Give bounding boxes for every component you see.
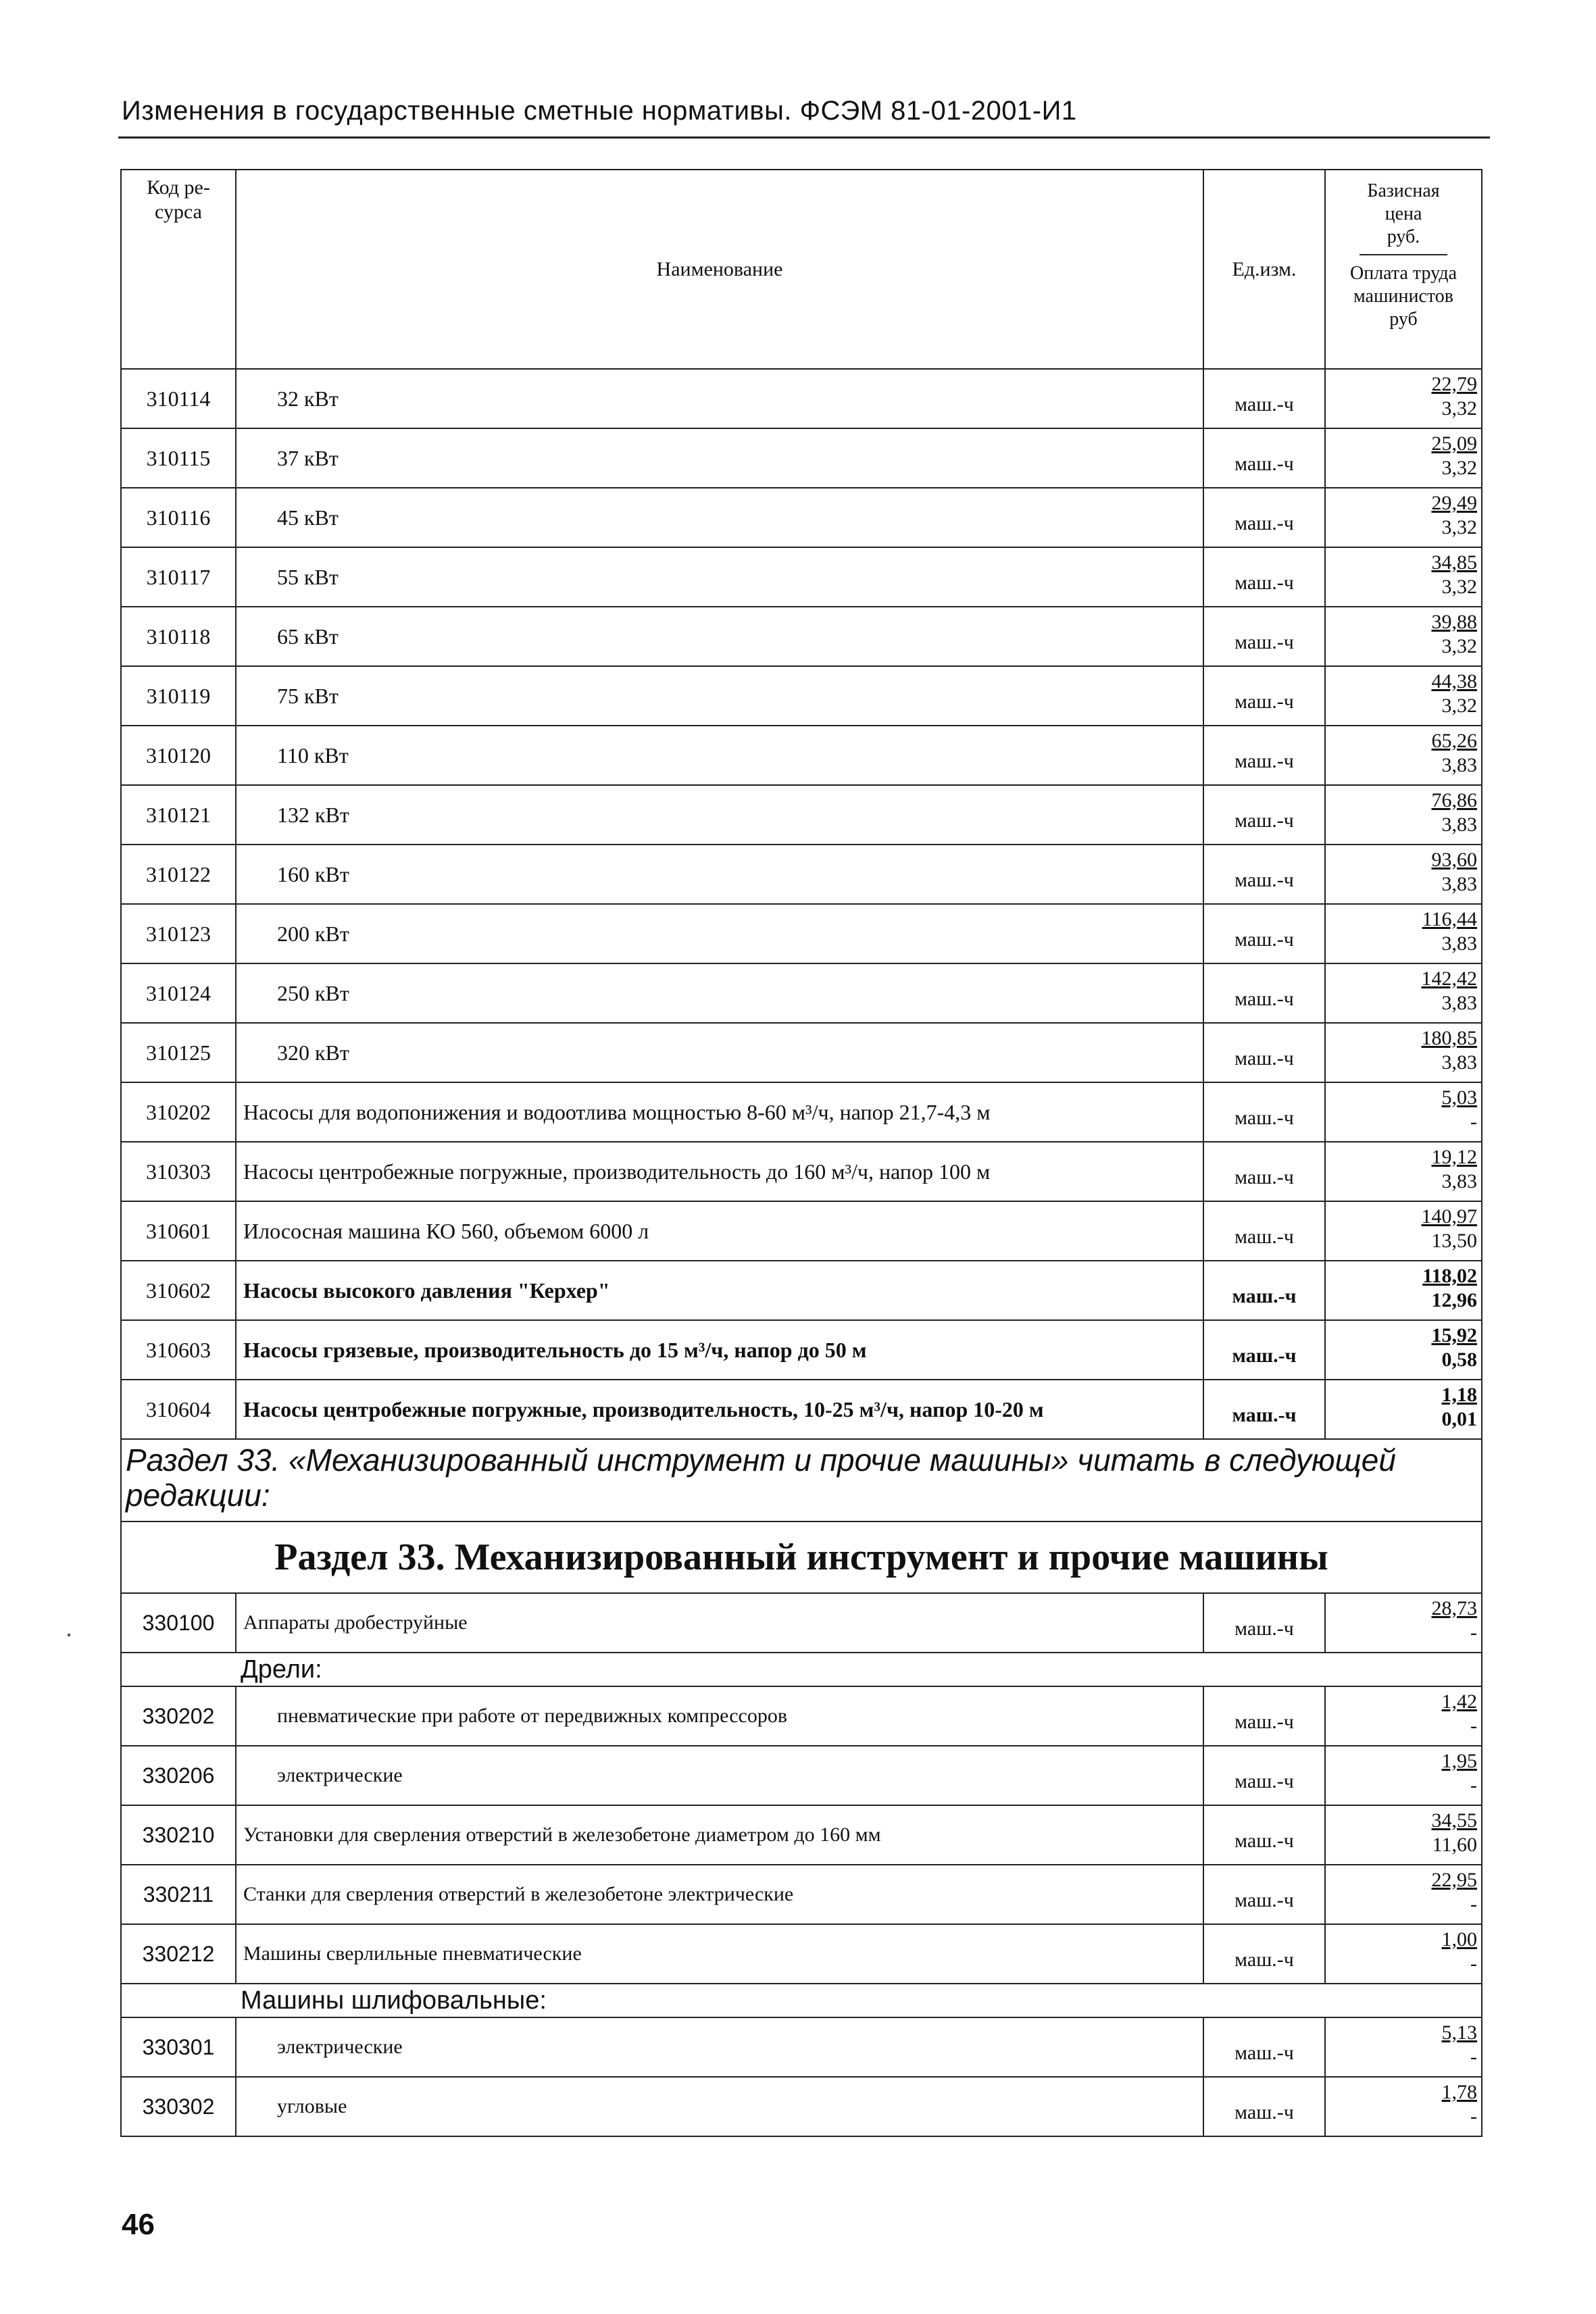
unit-of-measure: маш.-ч: [1203, 1201, 1325, 1261]
resource-name: 110 кВт: [236, 726, 1203, 785]
price-cell: [1325, 1320, 1482, 1380]
resource-name: Станки для сверления отверстий в железобетоне электрические: [236, 1865, 1203, 1924]
price-values: [1432, 491, 1478, 540]
resource-code: 310118: [121, 607, 236, 666]
subheading-row: [121, 1984, 1482, 2017]
price-cell: [1325, 785, 1482, 845]
unit-of-measure: маш.-ч: [1203, 1261, 1325, 1320]
table-row: [121, 428, 1482, 488]
operator-wage-value: 3,32: [1441, 695, 1477, 717]
unit-of-measure: маш.-ч: [1203, 1320, 1325, 1380]
table-row: [121, 1805, 1482, 1865]
operator-wage-value: -: [1470, 1893, 1477, 1915]
base-price-value: 5,03: [1441, 1086, 1477, 1109]
resource-name: Аппараты дробеструйные: [236, 1593, 1203, 1653]
group-subheading: Дрели:: [121, 1653, 1482, 1686]
resource-code: 310117: [121, 547, 236, 607]
unit-of-measure: маш.-ч: [1203, 785, 1325, 845]
operator-wage-value: -: [1470, 1111, 1477, 1133]
section-title-row: [121, 1521, 1482, 1593]
price-values: [1422, 1026, 1478, 1075]
resource-code: 310303: [121, 1142, 236, 1201]
base-price-value: 142,42: [1421, 967, 1477, 990]
operator-wage-value: 3,32: [1441, 576, 1477, 598]
operator-wage-value: -: [1470, 1621, 1477, 1644]
table-row: [121, 963, 1482, 1023]
price-values: [1442, 2080, 1478, 2129]
table-row: [121, 1201, 1482, 1261]
resource-code: 310115: [121, 428, 236, 488]
base-price-value: 29,49: [1431, 492, 1477, 514]
price-cell: [1325, 666, 1482, 726]
base-price-value: 93,60: [1431, 849, 1477, 871]
resource-code: 330212: [121, 1924, 236, 1984]
table-row: [121, 1320, 1482, 1380]
resource-code: 310601: [121, 1201, 236, 1261]
price-values: [1432, 1145, 1478, 1194]
base-price-value: 34,85: [1431, 551, 1477, 574]
resource-code: 310604: [121, 1380, 236, 1439]
table-body-pumps: [121, 369, 1482, 1439]
table-row: [121, 2017, 1482, 2077]
price-values: [1432, 670, 1478, 718]
resource-name: Установки для сверления отверстий в железобетоне диаметром до 160 мм: [236, 1805, 1203, 1865]
resource-name: Илососная машина КО 560, объемом 6000 л: [236, 1201, 1203, 1261]
price-cell: [1325, 1082, 1482, 1142]
base-price-value: 1,78: [1441, 2081, 1477, 2103]
group-subheading: Машины шлифовальные:: [121, 1984, 1482, 2017]
page-running-header: Изменения в государственные сметные нормативы. ФСЭМ 81-01-2001-И1: [122, 96, 1077, 126]
operator-wage-value: 3,83: [1441, 873, 1477, 895]
price-cell: [1325, 1686, 1482, 1746]
unit-of-measure: маш.-ч: [1203, 1865, 1325, 1924]
column-header-operator-wage: Оплата труда машинистов руб: [1349, 263, 1457, 330]
unit-of-measure: маш.-ч: [1203, 963, 1325, 1023]
price-values: [1442, 1928, 1478, 1976]
resource-code: 310116: [121, 488, 236, 547]
operator-wage-value: 0,58: [1441, 1349, 1477, 1371]
operator-wage-value: 3,83: [1441, 992, 1477, 1014]
price-cell: [1325, 904, 1482, 963]
resource-name: 45 кВт: [236, 488, 1203, 547]
base-price-value: 34,55: [1431, 1809, 1477, 1832]
unit-of-measure: маш.-ч: [1203, 1593, 1325, 1653]
price-cell: [1325, 963, 1482, 1023]
table-row: [121, 2077, 1482, 2136]
price-cell: [1325, 1593, 1482, 1653]
table-row: [121, 785, 1482, 845]
operator-wage-value: 3,32: [1441, 516, 1477, 538]
unit-of-measure: маш.-ч: [1203, 845, 1325, 904]
unit-of-measure: маш.-ч: [1203, 488, 1325, 547]
table-row: [121, 666, 1482, 726]
column-header-name: Наименование: [236, 170, 1203, 369]
table-row: [121, 1082, 1482, 1142]
operator-wage-value: 13,50: [1431, 1230, 1477, 1252]
table-row: [121, 1023, 1482, 1082]
unit-of-measure: маш.-ч: [1203, 1805, 1325, 1865]
price-values: [1432, 432, 1478, 480]
base-price-value: 25,09: [1431, 432, 1477, 455]
base-price-value: 1,95: [1441, 1750, 1477, 1772]
base-price-value: 1,18: [1441, 1384, 1477, 1406]
price-cell: [1325, 2077, 1482, 2136]
price-cell: [1325, 1261, 1482, 1320]
unit-of-measure: маш.-ч: [1203, 2077, 1325, 2136]
resource-name: 200 кВт: [236, 904, 1203, 963]
resource-name: электрические: [236, 2017, 1203, 2077]
table-row: [121, 1593, 1482, 1653]
resource-name: пневматические при работе от передвижных компрессоров: [236, 1686, 1203, 1746]
price-cell: [1325, 1865, 1482, 1924]
base-price-value: 1,00: [1441, 1928, 1477, 1951]
base-price-value: 22,95: [1431, 1869, 1477, 1891]
table-row: [121, 1142, 1482, 1201]
table-row: [121, 488, 1482, 547]
resource-name: 55 кВт: [236, 547, 1203, 607]
price-cell: [1325, 1746, 1482, 1805]
base-price-value: 22,79: [1431, 373, 1477, 395]
table-row: [121, 845, 1482, 904]
operator-wage-value: 0,01: [1441, 1408, 1477, 1430]
price-values: [1432, 1868, 1478, 1917]
resource-code: 310124: [121, 963, 236, 1023]
base-price-value: 39,88: [1431, 611, 1477, 633]
unit-of-measure: маш.-ч: [1203, 726, 1325, 785]
resource-code: 330202: [121, 1686, 236, 1746]
resource-name: 132 кВт: [236, 785, 1203, 845]
unit-of-measure: маш.-ч: [1203, 1082, 1325, 1142]
price-values: [1432, 1809, 1478, 1857]
scan-speck: [68, 1634, 70, 1636]
page-number: 46: [122, 2208, 155, 2241]
price-cell: [1325, 1023, 1482, 1082]
table-body-section-33: [121, 1439, 1482, 1593]
price-values: [1432, 788, 1478, 837]
price-cell: [1325, 1380, 1482, 1439]
resource-name: Насосы для водопонижения и водоотлива мощностью 8-60 м³/ч, напор 21,7-4,3 м: [236, 1082, 1203, 1142]
unit-of-measure: маш.-ч: [1203, 2017, 1325, 2077]
table-row: [121, 1261, 1482, 1320]
operator-wage-value: 11,60: [1432, 1834, 1477, 1856]
operator-wage-value: -: [1470, 1715, 1477, 1737]
price-values: [1432, 551, 1478, 599]
subheading-row: [121, 1653, 1482, 1686]
section-note-row: [121, 1439, 1482, 1521]
resource-code: 310202: [121, 1082, 236, 1142]
price-values: [1422, 1264, 1477, 1313]
table-row: [121, 1686, 1482, 1746]
resource-code: 310602: [121, 1261, 236, 1320]
table-row: [121, 1924, 1482, 1984]
column-header-price-divider: [1360, 254, 1447, 255]
operator-wage-value: -: [1470, 1774, 1477, 1796]
operator-wage-value: -: [1470, 1953, 1477, 1975]
price-cell: [1325, 845, 1482, 904]
resource-code: 330301: [121, 2017, 236, 2077]
price-cell: [1325, 369, 1482, 428]
price-values: [1442, 1690, 1478, 1738]
price-values: [1442, 2021, 1478, 2069]
unit-of-measure: маш.-ч: [1203, 428, 1325, 488]
base-price-value: 116,44: [1422, 908, 1477, 930]
resource-code: 310122: [121, 845, 236, 904]
unit-of-measure: маш.-ч: [1203, 904, 1325, 963]
table-row: [121, 726, 1482, 785]
resource-code: 310119: [121, 666, 236, 726]
unit-of-measure: маш.-ч: [1203, 607, 1325, 666]
base-price-value: 44,38: [1431, 670, 1477, 693]
price-values: [1422, 967, 1478, 1015]
unit-of-measure: маш.-ч: [1203, 1746, 1325, 1805]
resource-name: Машины сверлильные пневматические: [236, 1924, 1203, 1984]
price-values: [1432, 372, 1478, 421]
price-values: [1442, 1749, 1478, 1798]
base-price-value: 76,86: [1431, 789, 1477, 811]
price-cell: [1325, 1924, 1482, 1984]
base-price-value: 65,26: [1431, 730, 1477, 752]
resource-name: 65 кВт: [236, 607, 1203, 666]
operator-wage-value: 3,32: [1441, 457, 1477, 479]
base-price-value: 5,13: [1441, 2021, 1477, 2044]
unit-of-measure: маш.-ч: [1203, 1686, 1325, 1746]
base-price-value: 180,85: [1421, 1027, 1477, 1049]
column-header-unit: Ед.изм.: [1203, 170, 1325, 369]
price-values: [1442, 1383, 1478, 1432]
price-cell: [1325, 2017, 1482, 2077]
resource-name: угловые: [236, 2077, 1203, 2136]
table-row: [121, 904, 1482, 963]
resource-code: 310603: [121, 1320, 236, 1380]
resource-name: Насосы высокого давления "Керхер": [236, 1261, 1203, 1320]
price-values: [1432, 1596, 1478, 1645]
operator-wage-value: -: [1470, 2105, 1477, 2128]
resource-code: 310123: [121, 904, 236, 963]
price-cell: [1325, 547, 1482, 607]
base-price-value: 118,02: [1422, 1265, 1477, 1287]
table-row: [121, 369, 1482, 428]
header-divider: [118, 136, 1490, 139]
resource-name: 37 кВт: [236, 428, 1203, 488]
operator-wage-value: -: [1470, 2046, 1477, 2068]
resource-name: 320 кВт: [236, 1023, 1203, 1082]
base-price-value: 19,12: [1431, 1146, 1477, 1168]
price-values: [1422, 1205, 1478, 1253]
base-price-value: 15,92: [1431, 1324, 1477, 1347]
resource-code: 330302: [121, 2077, 236, 2136]
table-body-tools: [121, 1593, 1482, 2136]
resource-name: 75 кВт: [236, 666, 1203, 726]
unit-of-measure: маш.-ч: [1203, 547, 1325, 607]
operator-wage-value: 3,83: [1441, 813, 1477, 836]
operator-wage-value: 3,83: [1441, 1170, 1477, 1192]
resource-code: 330210: [121, 1805, 236, 1865]
resource-code: 330211: [121, 1865, 236, 1924]
resource-name: 250 кВт: [236, 963, 1203, 1023]
price-cell: [1325, 428, 1482, 488]
price-cell: [1325, 488, 1482, 547]
unit-of-measure: маш.-ч: [1203, 1023, 1325, 1082]
operator-wage-value: 3,32: [1441, 397, 1477, 420]
unit-of-measure: маш.-ч: [1203, 1924, 1325, 1984]
resource-name: Насосы центробежные погружные, производительность, 10-25 м³/ч, напор 10-20 м: [236, 1380, 1203, 1439]
table-row: [121, 607, 1482, 666]
resource-code: 310121: [121, 785, 236, 845]
section-title: Раздел 33. Механизированный инструмент и прочие машины: [121, 1521, 1482, 1593]
unit-of-measure: маш.-ч: [1203, 666, 1325, 726]
resource-code: 330100: [121, 1593, 236, 1653]
base-price-value: 28,73: [1431, 1597, 1477, 1619]
price-values: [1422, 907, 1477, 956]
table-row: [121, 1865, 1482, 1924]
price-cell: [1325, 1142, 1482, 1201]
price-cell: [1325, 1805, 1482, 1865]
price-values: [1432, 610, 1478, 659]
operator-wage-value: 3,83: [1441, 1051, 1477, 1074]
table-row: [121, 547, 1482, 607]
resource-name: 160 кВт: [236, 845, 1203, 904]
operator-wage-value: 3,83: [1441, 932, 1477, 955]
unit-of-measure: маш.-ч: [1203, 1142, 1325, 1201]
price-cell: [1325, 607, 1482, 666]
resource-code: 310125: [121, 1023, 236, 1082]
price-cell: [1325, 1201, 1482, 1261]
table-row: [121, 1380, 1482, 1439]
resource-name: электрические: [236, 1746, 1203, 1805]
unit-of-measure: маш.-ч: [1203, 1380, 1325, 1439]
operator-wage-value: 3,83: [1441, 754, 1477, 776]
section-note: Раздел 33. «Механизированный инструмент и прочие машины» читать в следующей редакции:: [121, 1439, 1482, 1521]
price-values: [1432, 848, 1478, 897]
column-header-price: [1325, 170, 1482, 369]
column-header-code: [121, 170, 236, 369]
operator-wage-value: 12,96: [1431, 1289, 1477, 1311]
base-price-value: 1,42: [1441, 1690, 1477, 1713]
unit-of-measure: маш.-ч: [1203, 369, 1325, 428]
table-header-row: [121, 170, 1482, 369]
table-row: [121, 1746, 1482, 1805]
resource-name: Насосы центробежные погружные, производительность до 160 м³/ч, напор 100 м: [236, 1142, 1203, 1201]
resource-code: 310114: [121, 369, 236, 428]
price-values: [1442, 1086, 1478, 1134]
base-price-value: 140,97: [1421, 1205, 1477, 1228]
resource-name: 32 кВт: [236, 369, 1203, 428]
resource-code: 310120: [121, 726, 236, 785]
resource-name: Насосы грязевые, производительность до 15 м³/ч, напор до 50 м: [236, 1320, 1203, 1380]
price-values: [1432, 729, 1478, 778]
machine-price-table: [120, 169, 1482, 2137]
price-values: [1432, 1324, 1478, 1372]
column-header-code-text: Код ре- сурса: [147, 176, 210, 223]
operator-wage-value: 3,32: [1441, 635, 1477, 657]
column-header-base-price: Базисная цена руб.: [1367, 180, 1440, 247]
resource-code: 330206: [121, 1746, 236, 1805]
price-cell: [1325, 726, 1482, 785]
